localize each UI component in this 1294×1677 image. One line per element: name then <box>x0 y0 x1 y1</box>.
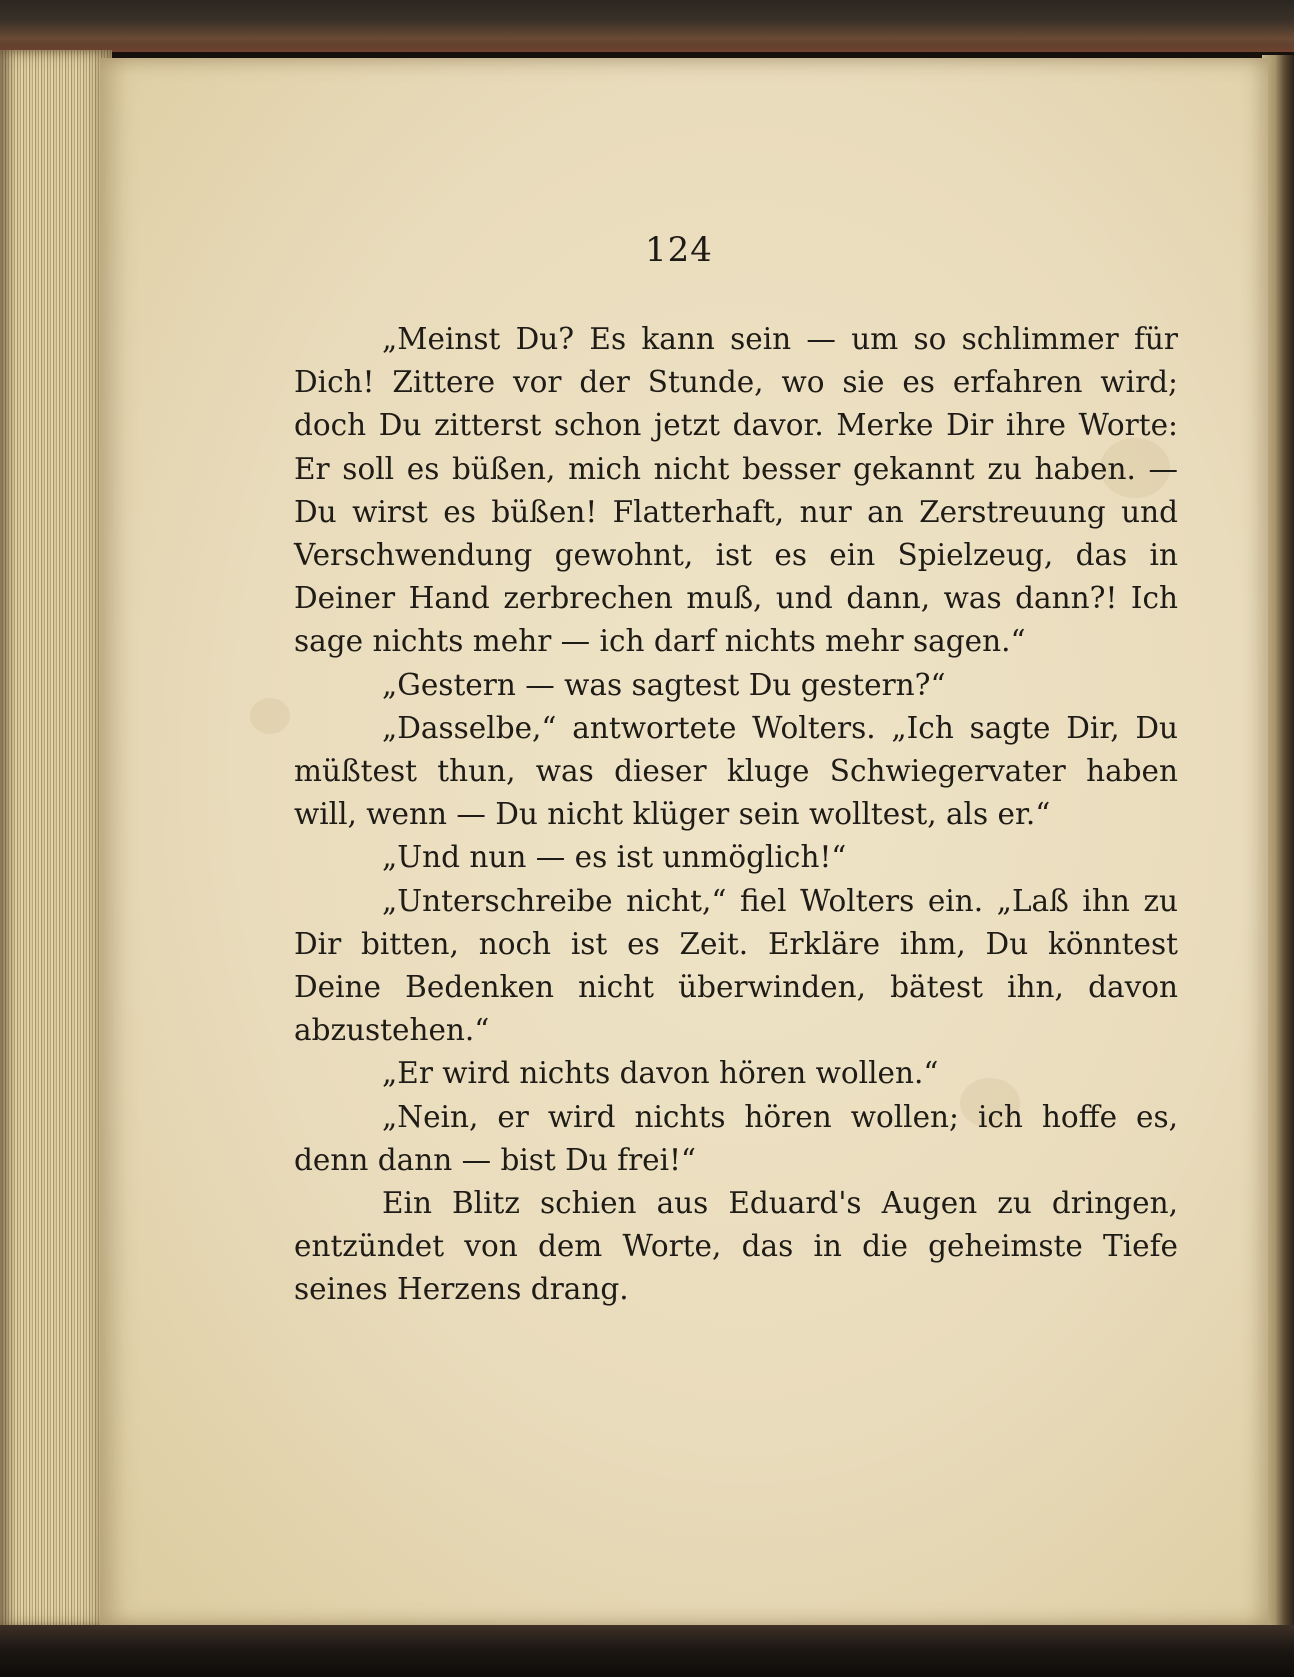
page-edges-left <box>0 50 112 1628</box>
paper-stain <box>250 698 290 734</box>
page-number: 124 <box>645 230 713 270</box>
paragraph: Ein Blitz schien aus Eduard's Augen zu dringen, entzündet von dem Worte, das in die geheimste Tiefe seines Herzens drang. <box>294 1186 1178 1307</box>
paragraph: „Er wird nichts davon hören wollen.“ <box>382 1056 939 1091</box>
paragraph: „Gestern — was sagtest Du gestern?“ <box>382 667 946 702</box>
book-cover-bottom <box>0 1625 1294 1677</box>
paragraph: „Unterschreibe nicht,“ fiel Wolters ein. „Laß ihn zu Dir bitten, noch ist es Zeit. Erkläre ihm, Du könntest Deine Bedenken nicht überwinden, bätest ihn, davon abzustehen.“ <box>294 883 1178 1048</box>
paragraph: „Meinst Du? Es kann sein — um so schlimmer für Dich! Zittere vor der Stunde, wo sie es erfahren wird; doch Du zitterst schon jetzt davor. Merke Dir ihre Worte: Er soll es büßen, mich nicht besser gekannt zu haben. — Du wirst es büßen! Flatterhaft, nur an Zerstreuung und Verschwendung gewohnt, ist es ein Spielzeug, das in Deiner Hand zerbrechen muß, und dann, was dann?! Ich sage nichts mehr — ich darf nichts mehr sagen.“ <box>294 322 1178 659</box>
body-text <box>294 318 1178 1312</box>
book-cover-top <box>0 0 1294 52</box>
paragraph: „Nein, er wird nichts hören wollen; ich hoffe es, denn dann — bist Du frei!“ <box>294 1099 1178 1177</box>
paragraph: „Und nun — es ist unmöglich!“ <box>382 840 847 875</box>
paragraph: „Dasselbe,“ antwortete Wolters. „Ich sagte Dir, Du müßtest thun, was dieser kluge Schwiegervater haben will, wenn — Du nicht klüger sein wolltest, als er.“ <box>294 710 1178 832</box>
